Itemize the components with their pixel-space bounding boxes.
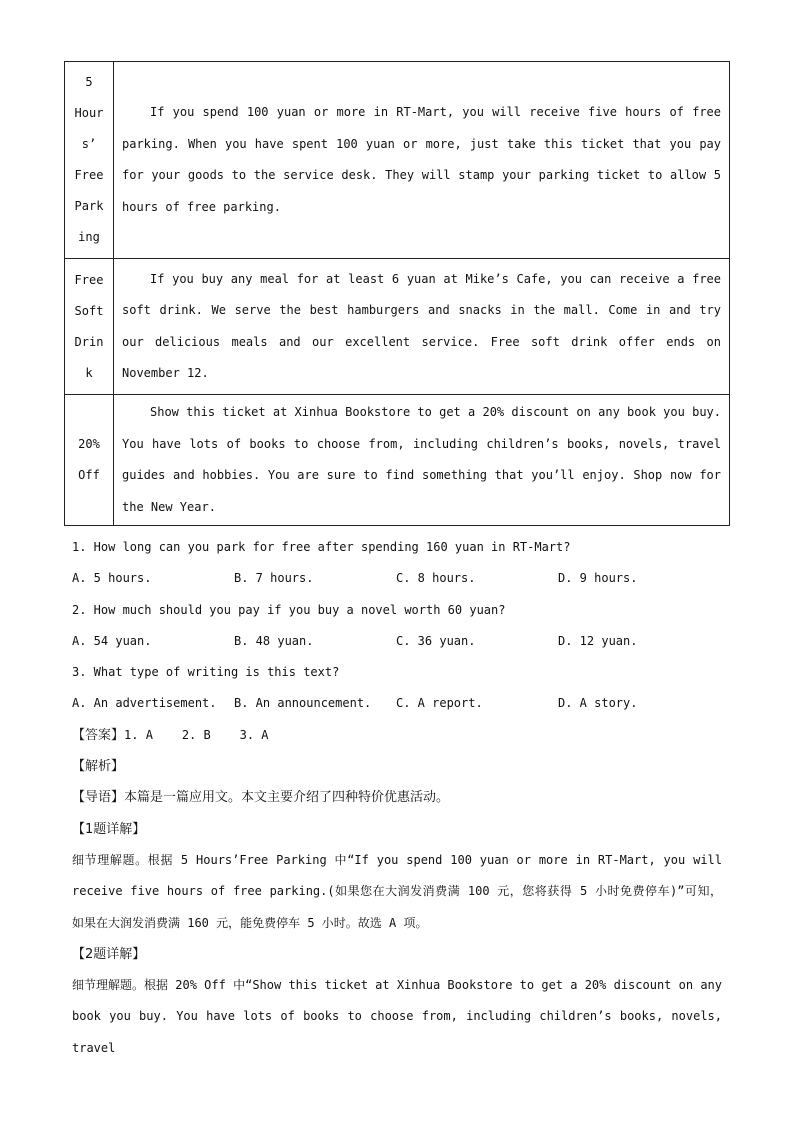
answer-values: 1. A 2. B 3. A — [124, 727, 269, 742]
question-1-options — [72, 563, 732, 594]
offer-label-soft-drink — [65, 259, 114, 395]
q1-detail-line-1: 细节理解题。根据 5 Hours’Free Parking 中“If you spend 100 yuan or more in RT-Mart, you will — [72, 852, 722, 867]
label-line: k — [85, 365, 93, 380]
offer-text-parking: If you spend 100 yuan or more in RT-Mart, you will receive five hours of free parking. When you have spent 100 yuan or more, just take this ticket that you pay for your goods to the service desk. They will stamp your parking ticket to allow 5 hours of free parking. — [114, 62, 730, 259]
label-line: Free — [74, 168, 104, 182]
option-d: D. 12 yuan. — [558, 633, 638, 648]
q2-detail-line-1: 细节理解题。根据 20% Off 中“Show this ticket at Xinhua Bookstore to get a 20% discount on any — [72, 978, 722, 993]
offer-text-soft-drink: If you buy any meal for at least 6 yuan at Mike’s Cafe, you can receive a free soft drink. We serve the best hamburgers and snacks in the mall. Come in and try our delicious meals and our excellent service. Free soft drink offer ends on November 12. — [114, 259, 730, 395]
option-b: B. 7 hours. — [234, 571, 314, 586]
offers-table — [64, 61, 730, 526]
q2-detail-tag: 【2题详解】 — [72, 946, 146, 962]
option-b: B. An announcement. — [234, 696, 372, 711]
offer-label-parking — [65, 62, 114, 259]
answer-line — [72, 720, 732, 751]
question-1: 1. How long can you park for free after spending 160 yuan in RT-Mart? — [72, 540, 571, 554]
label-line: 20% — [78, 437, 100, 451]
option-a: A. An advertisement. — [72, 696, 217, 711]
offer-row-soft-drink — [65, 259, 730, 395]
q2-detail-line-2: book you buy. You have lots of books to choose from, including children’s books, novels, travel — [72, 1009, 722, 1055]
label-line: Drin — [74, 334, 104, 349]
label-line: s’ — [81, 137, 97, 151]
label-line: Off — [78, 468, 100, 482]
guide-text: 本篇是一篇应用文。本文主要介绍了四种特价优惠活动。 — [124, 790, 450, 806]
questions-section — [72, 532, 732, 1055]
question-3-options — [72, 688, 732, 719]
label-line: ing — [78, 230, 100, 244]
option-d: D. 9 hours. — [558, 571, 638, 586]
question-3: 3. What type of writing is this text? — [72, 665, 340, 680]
offer-text-discount: Show this ticket at Xinhua Bookstore to get a 20% discount on any book you buy. You have lots of books to choose from, including children’s books, novels, travel guides and hobbies. You are sure to find something that you’ll enjoy. Shop now for the New Year. — [114, 395, 730, 526]
option-c: C. A report. — [396, 696, 483, 711]
option-c: C. 36 yuan. — [396, 633, 476, 648]
analysis-tag: 【解析】 — [72, 759, 125, 775]
label-line: Hour — [74, 106, 104, 120]
q1-detail-line-3: 如果在大润发消费满 160 元，能免费停车 5 小时。故选 A 项。 — [72, 915, 428, 930]
label-line: Park — [74, 199, 104, 213]
answer-tag: 【答案】 — [72, 727, 125, 743]
option-d: D. A story. — [558, 696, 638, 711]
offer-row-parking — [65, 62, 730, 259]
label-line: Free — [74, 272, 104, 287]
option-c: C. 8 hours. — [396, 571, 476, 586]
q1-detail-line-2: receive five hours of free parking.(如果您在大润发消费满 100 元，您将获得 5 小时免费停车)”可知， — [72, 884, 722, 899]
label-line: Soft — [74, 303, 104, 318]
question-2: 2. How much should you pay if you buy a novel worth 60 yuan? — [72, 602, 506, 617]
guide-tag: 【导语】 — [72, 790, 125, 806]
offer-label-discount — [65, 395, 114, 526]
question-2-options — [72, 626, 732, 657]
guide-line — [72, 782, 732, 813]
label-line: 5 — [85, 75, 93, 89]
q1-detail-tag: 【1题详解】 — [72, 821, 146, 837]
offer-row-discount — [65, 395, 730, 526]
option-a: A. 5 hours. — [72, 571, 152, 586]
option-b: B. 48 yuan. — [234, 633, 314, 648]
option-a: A. 54 yuan. — [72, 633, 152, 648]
